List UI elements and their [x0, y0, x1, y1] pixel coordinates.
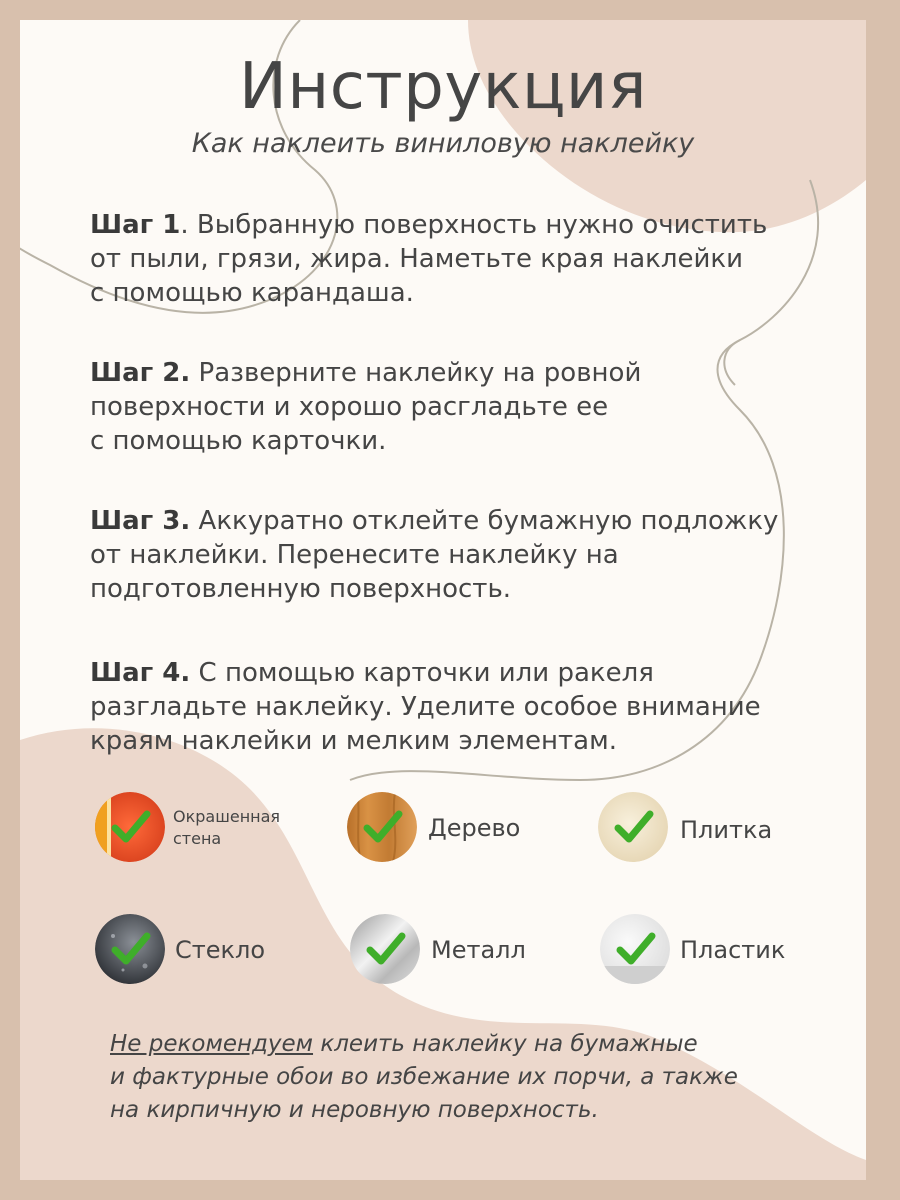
step-text: . Выбранную поверхность нужно очистить	[180, 210, 768, 240]
page-subtitle: Как наклеить виниловую наклейку	[191, 128, 695, 159]
page-title: Инструкция	[239, 50, 647, 124]
instruction-card	[20, 20, 866, 1180]
step-text: С помощью карточки или ракеля	[190, 658, 654, 688]
step-text: поверхности и хорошо расгладьте ее	[90, 392, 609, 422]
metal-icon	[350, 914, 420, 984]
step-text: подготовленную поверхность.	[90, 574, 512, 604]
surface-label: Дерево	[428, 814, 521, 842]
step-label: Шаг 3.	[90, 506, 191, 536]
step-text: с помощью карточки.	[90, 426, 387, 456]
step-label: Шаг 2.	[90, 358, 191, 388]
glass-icon	[95, 914, 165, 984]
step-text: Разверните наклейку на ровной	[190, 358, 642, 388]
surface-label: Окрашенная стена	[173, 807, 281, 848]
step-2	[90, 356, 820, 458]
step-text: Аккуратно отклейте бумажную подложку	[190, 506, 779, 536]
note-text: клеить наклейку на бумажные	[313, 1031, 698, 1057]
warning-note	[110, 1028, 810, 1127]
step-label: Шаг 1	[90, 210, 181, 240]
surface-label: Плитка	[680, 816, 773, 844]
tile-icon	[598, 792, 668, 862]
step-text: от наклейки. Перенесите наклейку на	[90, 540, 619, 570]
step-label: Шаг 4.	[90, 658, 191, 688]
plastic-icon	[600, 914, 670, 984]
step-4	[90, 656, 820, 758]
wood-icon	[347, 792, 417, 862]
step-text: от пыли, грязи, жира. Наметьте края наклейки	[90, 244, 743, 274]
step-3	[90, 504, 820, 606]
note-text: и фактурные обои во избежание их порчи, а также	[110, 1064, 738, 1090]
surface-label: Металл	[431, 936, 526, 964]
surface-label: Пластик	[680, 936, 786, 964]
step-text: краям наклейки и мелким элементам.	[90, 726, 617, 756]
step-text: разгладьте наклейку. Уделите особое внимание	[90, 692, 761, 722]
surface-label: Стекло	[175, 936, 266, 964]
step-1	[90, 208, 820, 310]
note-emphasis: Не рекомендуем	[110, 1031, 314, 1057]
note-text: на кирпичную и неровную поверхность.	[110, 1097, 599, 1123]
step-text: с помощью карандаша.	[90, 278, 414, 308]
painted-wall-icon	[95, 792, 165, 862]
